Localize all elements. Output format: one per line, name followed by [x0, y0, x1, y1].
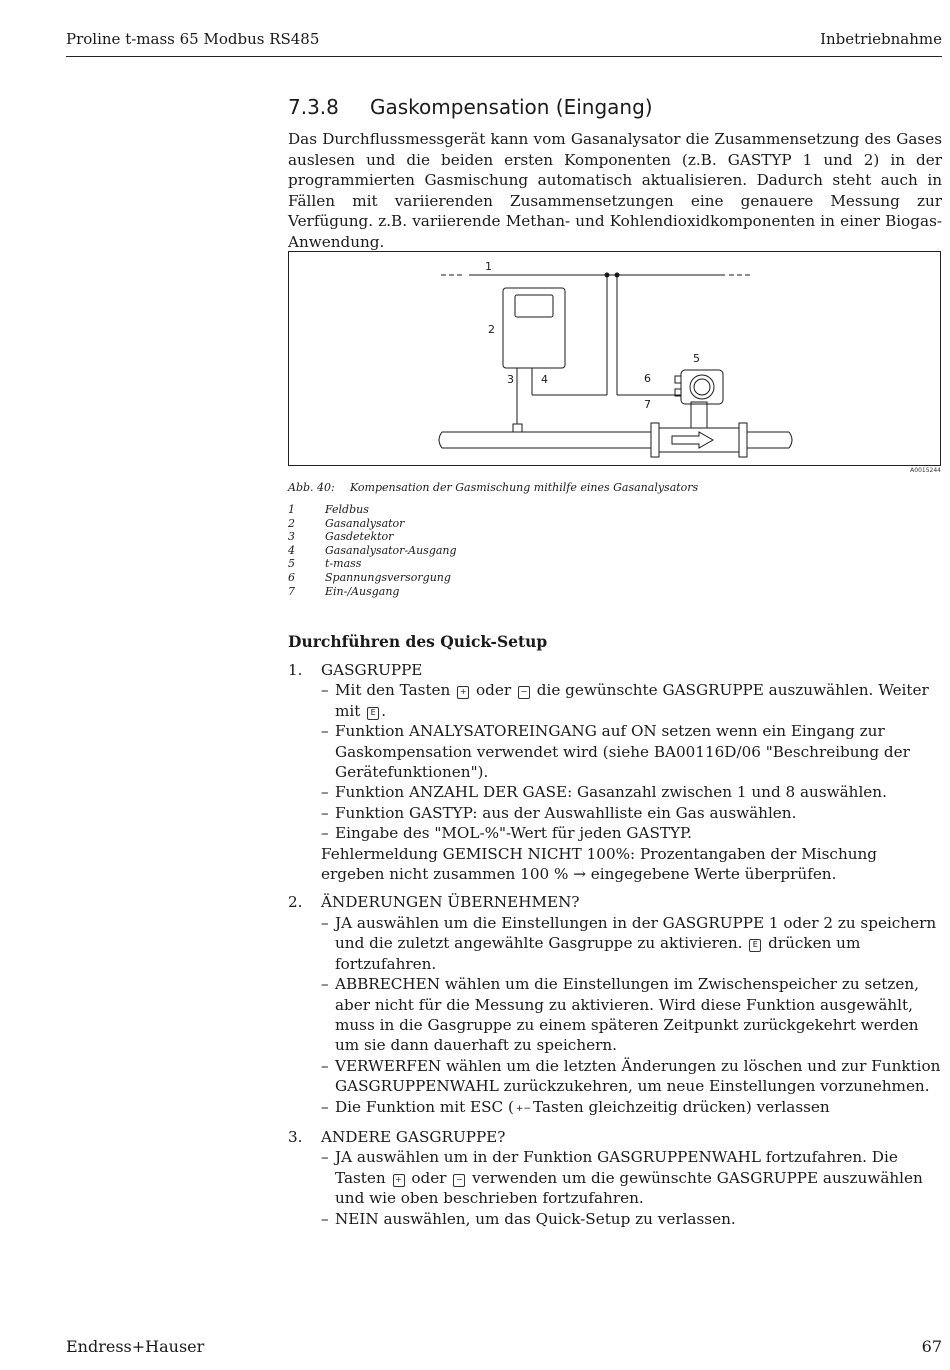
figure-legend [288, 503, 457, 598]
step-title: ANDERE GASGRUPPE? [321, 1127, 506, 1146]
esc-key-combo-icon: +− [515, 1103, 532, 1114]
figure-caption-text: Kompensation der Gasmischung mithilfe eines Gasanalysators [350, 481, 699, 494]
header-product: Proline t-mass 65 Modbus RS485 [66, 30, 320, 48]
step-item: – ABBRECHEN wählen um die Einstellungen im Zwischenspeicher zu setzen, aber nicht für die Messung zu aktivieren. Wird diese Funktion ausgewählt, muss in die Gasgruppe zu einem späteren Zeitpunkt zurückgekehrt werden um sie dann dauerhaft zu speichern. [321, 974, 942, 1056]
callout-7: 7 [644, 398, 651, 411]
cable-gland-power [675, 376, 681, 383]
header-chapter: Inbetriebnahme [820, 30, 942, 48]
legend-item: 3 Gasdetektor [288, 530, 394, 544]
step-number: 2. [288, 893, 303, 912]
callout-5: 5 [693, 352, 700, 365]
section-title [288, 95, 653, 119]
enter-key-icon: E [749, 939, 761, 952]
legend-item: 2 Gasanalysator [288, 516, 405, 530]
figure-caption-label: Abb. 40: [288, 481, 335, 494]
figure-id: A0015244 [910, 467, 941, 474]
flange-right [739, 423, 747, 457]
step-item: – Mit den Tasten + oder − die gewünschte GASGRUPPE auszuwählen. Weiter mit E . [321, 680, 942, 721]
legend-item: 5 t-mass [288, 557, 362, 571]
flow-arrow [672, 432, 713, 448]
step-number: 3. [288, 1127, 303, 1146]
section-heading: Gaskompensation (Eingang) [370, 95, 653, 119]
pipe-end-left [439, 432, 442, 448]
diagram-svg [289, 252, 942, 467]
step-3 [288, 1127, 942, 1229]
footer-brand: Endress+Hauser [66, 1337, 205, 1356]
step-1 [288, 660, 942, 884]
step-2 [288, 892, 942, 1118]
transmitter-display [694, 379, 710, 395]
flange-left [651, 423, 659, 457]
legend-item: 6 Spannungsversorgung [288, 570, 451, 584]
section-number: 7.3.8 [288, 95, 339, 119]
callout-6: 6 [644, 372, 651, 385]
pipe-end-right [789, 432, 792, 448]
step-title: GASGRUPPE [321, 661, 423, 679]
figure-caption [288, 481, 698, 494]
plus-key-icon: + [457, 686, 469, 699]
legend-item: 4 Gasanalysator-Ausgang [288, 543, 457, 557]
transmitter-neck [691, 402, 707, 428]
page-number: 67 [921, 1337, 942, 1356]
callout-4: 4 [541, 373, 548, 386]
callout-1: 1 [485, 260, 492, 273]
step-note: Fehlermeldung GEMISCH NICHT 100%: Prozentangaben der Mischung ergeben nicht zusammen 100 % → eingegebene Werte überprüfen. [321, 844, 878, 884]
header-rule [66, 56, 942, 57]
step-item: – Die Funktion mit ESC ( +− Tasten gleichzeitig drücken) verlassen [321, 1097, 942, 1119]
plus-key-icon: + [393, 1174, 405, 1187]
quick-setup-steps [288, 660, 942, 1237]
legend-item: 1 Feldbus [288, 503, 369, 516]
step-item: – JA auswählen um die Einstellungen in der GASGRUPPE 1 oder 2 zu speichern und die zuletzt angewählte Gasgruppe zu aktivieren. E drücken um fortzufahren. [321, 913, 942, 974]
step-title: ÄNDERUNGEN ÜBERNEHMEN? [321, 893, 580, 912]
gas-analyser-housing [503, 288, 565, 368]
intro-paragraph: Das Durchflussmessgerät kann vom Gasanalysator die Zusammensetzung des Gases auslesen und die beiden ersten Komponenten (z.B. GASTYP 1 und 2) in der programmierten Gasmischung automatisch aktualisieren. Dadurch steht auch in Fällen mit variierenden Zusammensetzungen eine genauere Messung zur Verfügung. z.B. variierende Methan- und Kohlendioxidkomponenten in einer Biogas-Anwendung. [288, 130, 942, 251]
minus-key-icon: − [453, 1174, 465, 1187]
minus-key-icon: − [518, 686, 530, 699]
step-item: – Funktion ANALYSATOREINGANG auf ON setzen wenn ein Eingang zur Gaskompensation verwendet wird (siehe BA00116D/06 "Beschreibung der Gerätefunktionen"). [321, 721, 942, 782]
step-item: – VERWERFEN wählen um die letzten Änderungen zu löschen und zur Funktion GASGRUPPENWAHL zurückzukehren, um neue Einstellungen vorzunehmen. [321, 1056, 942, 1097]
step-number: 1. [288, 661, 303, 679]
step-item: – JA auswählen um in der Funktion GASGRUPPENWAHL fortzufahren. Die Tasten + oder − verwenden um die gewünschte GASGRUPPE auszuwählen und wie oben beschrieben fortzufahren. [321, 1147, 942, 1208]
enter-key-icon: E [367, 707, 379, 720]
gas-analyser-display [515, 295, 553, 317]
legend-item: 7 Ein-/Ausgang [288, 584, 400, 598]
step-item: – Funktion ANZAHL DER GASE: Gasanzahl zwischen 1 und 8 auswählen. [321, 782, 942, 802]
gas-detector [513, 424, 522, 432]
figure-gas-analyser-diagram [288, 251, 941, 466]
callout-3: 3 [507, 373, 514, 386]
step-item: – Funktion GASTYP: aus der Auswahlliste ein Gas auswählen. [321, 803, 942, 823]
step-item: – NEIN auswählen, um das Quick-Setup zu verlassen. [321, 1209, 942, 1229]
quick-setup-heading: Durchführen des Quick-Setup [288, 632, 548, 651]
callout-2: 2 [488, 323, 495, 336]
step-item: – Eingabe des "MOL-%"-Wert für jeden GASTYP. [321, 823, 942, 843]
